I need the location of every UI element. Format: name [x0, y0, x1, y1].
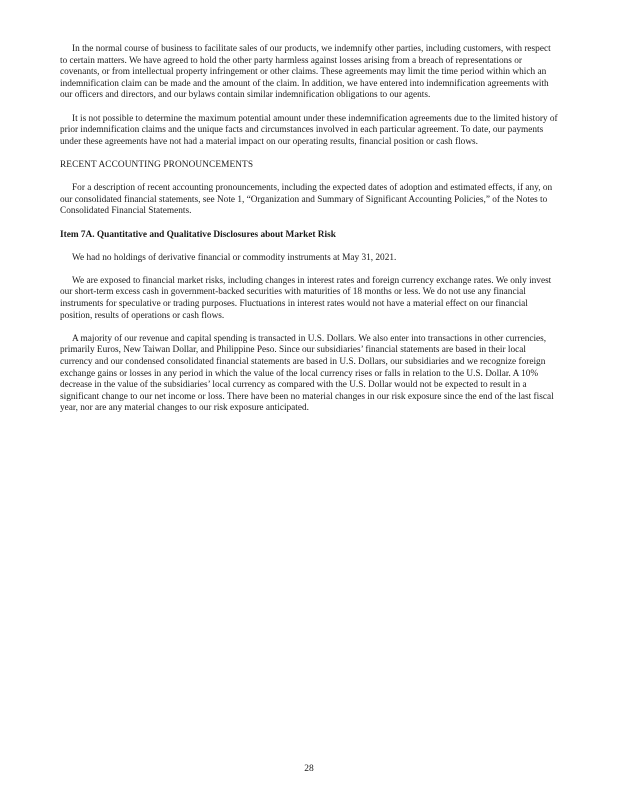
document-page — [60, 44, 558, 427]
section-heading-recent-accounting: RECENT ACCOUNTING PRONOUNCEMENTS — [60, 159, 254, 170]
paragraph-recent-accounting: For a description of recent accounting pronouncements, including the expected dates of adoption and estimated effects, if any, on our consolidated financial statements, see Note 1, “Organization and Summary of Significant Accounting Policies,” of the Notes to Consolidated Financial Statements. — [60, 183, 553, 217]
paragraph-currency-risk: A majority of our revenue and capital spending is transacted in U.S. Dollars. We also enter into transactions in other currencies, primarily Euros, New Taiwan Dollar, and Philippine Peso. Since our subsidiaries’ financial statements are based in their local currency and our condensed consolidated financial statements are based in U.S. Dollars, our subsidiaries and we recognize foreign exchange gains or losses in any period in which the value of the local currency rises or falls in relation to the U.S. Dollar. A 10% decrease in the value of the subsidiaries’ local currency as compared with the U.S. Dollar would not be expected to result in a significant change to our net income or loss. There have been no material changes in our risk exposure since the end of the last fiscal year, nor are any material changes to our risk exposure anticipated. — [60, 333, 554, 414]
paragraph-market-risk-exposure: We are exposed to financial market risks, including changes in interest rates and foreign currency exchange rates. We only invest our short-term excess cash in government-backed securities with maturities of 18 months or less. We do not use any financial instruments for speculative or trading purposes. Fluctuations in interest rates would not have a material effect on our financial position, results of operations or cash flows. — [60, 275, 552, 321]
paragraph-indemnification-terms: In the normal course of business to facilitate sales of our products, we indemnify other parties, including customers, with respect to certain matters. We have agreed to hold the other party harmless against losses arising from a breach of representations or covenants, or from intellectual property infringement or other claims. These agreements may limit the time period within which an indemnification claim can be made and the amount of the claim. In addition, we have entered into indemnification agreements with our officers and directors, and our bylaws contain similar indemnification obligations to our agents. — [60, 44, 551, 101]
paragraph-indemnification-amount: It is not possible to determine the maximum potential amount under these indemnification agreements due to the limited history of prior indemnification claims and the unique facts and circumstances involved in each particular agreement. To date, our payments under these agreements have not had a material impact on our operating results, financial position or cash flows. — [60, 113, 558, 147]
paragraph-derivative-holdings: We had no holdings of derivative financial or commodity instruments at May 31, 2021. — [72, 252, 397, 263]
item-7a-heading: Item 7A. Quantitative and Qualitative Disclosures about Market Risk — [60, 229, 336, 240]
page-number: 28 — [304, 764, 314, 774]
